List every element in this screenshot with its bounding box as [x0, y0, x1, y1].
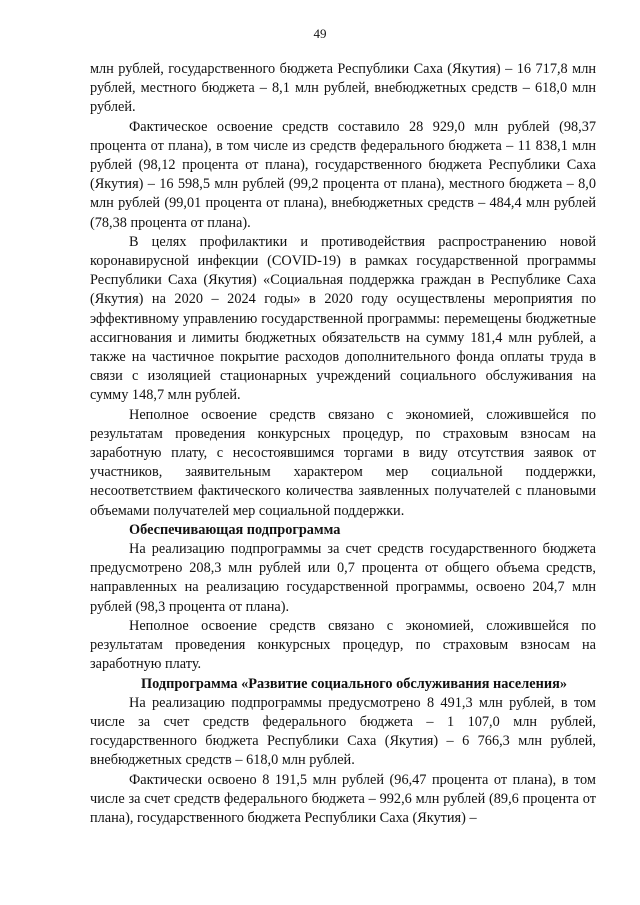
paragraph-2: Фактическое освоение средств составило 28 929,0 млн рублей (98,37 процента от плана), в том числе из средств федерального бюджета – 11 838,1 млн рублей (98,12 процента от плана), государственного бюджета Республики Саха (Якутия) – 16 598,5 млн рублей (99,2 процента от плана), местного бюджета – 8,0 млн рублей (99,01 процента от плана), внебюджетных средств – 484,4 млн рублей (78,38 процента от плана).	[90, 118, 596, 231]
paragraph-1: млн рублей, государственного бюджета Республики Саха (Якутия) – 16 717,8 млн рублей, местного бюджета – 8,1 млн рублей, внебюджетных средств – 618,0 млн рублей.	[90, 61, 596, 116]
paragraph-5: На реализацию подпрограммы за счет средств государственного бюджета предусмотрено 208,3 млн рублей или 0,7 процента от общего объема средств, направленных на реализацию государственной программы, освоено 204,7 млн рублей (98,3 процента от плана).	[90, 541, 596, 615]
paragraph-3: В целях профилактики и противодействия распространению новой коронавирусной инфекции (COVID-19) в рамках государственной программы Республики Саха (Якутия) «Социальная поддержка граждан в Республике Саха (Якутия) на 2020 – 2024 годы» в 2020 году осуществлены мероприятия по эффективному управлению государственной программы: перемещены бюджетные ассигнования и лимиты бюджетных обязательств на сумму 181,4 млн рублей, а также на частичное покрытие расходов дополнительного фонда оплаты труда в связи с изоляцией стационарных учреждений социального обслуживания на сумму 148,7 млн рублей.	[90, 233, 596, 404]
page-number: 49	[313, 26, 327, 41]
document-body	[90, 60, 596, 828]
paragraph-6: Неполное освоение средств связано с экономией, сложившейся по результатам проведения конкурсных процедур, по страховым взносам на заработную плату.	[90, 617, 596, 673]
section-heading-social-services-subprogram: Подпрограмма «Развитие социального обслуживания населения»	[141, 675, 567, 692]
section-heading-support-subprogram: Обеспечивающая подпрограмма	[129, 521, 341, 538]
paragraph-8: Фактически освоено 8 191,5 млн рублей (96,47 процента от плана), в том числе за счет средств федерального бюджета – 992,6 млн рублей (89,6 процента от плана), государственного бюджета Республики Саха (Якутия) –	[90, 771, 596, 826]
paragraph-4: Неполное освоение средств связано с экономией, сложившейся по результатам проведения конкурсных процедур, по страховым взносам на заработную плату, с несостоявшимся торгами в виду отсутствия заявок от участников, заявительным характером мер социальной поддержки, несоответствием фактического количества заявленных получателей с плановыми объемами получателей мер социальной поддержки.	[90, 406, 596, 519]
paragraph-7: На реализацию подпрограммы предусмотрено 8 491,3 млн рублей, в том числе за счет средств федерального бюджета – 1 107,0 млн рублей, государственного бюджета Республики Саха (Якутия) – 6 766,3 млн рублей, внебюджетных средств – 618,0 млн рублей.	[90, 694, 596, 769]
